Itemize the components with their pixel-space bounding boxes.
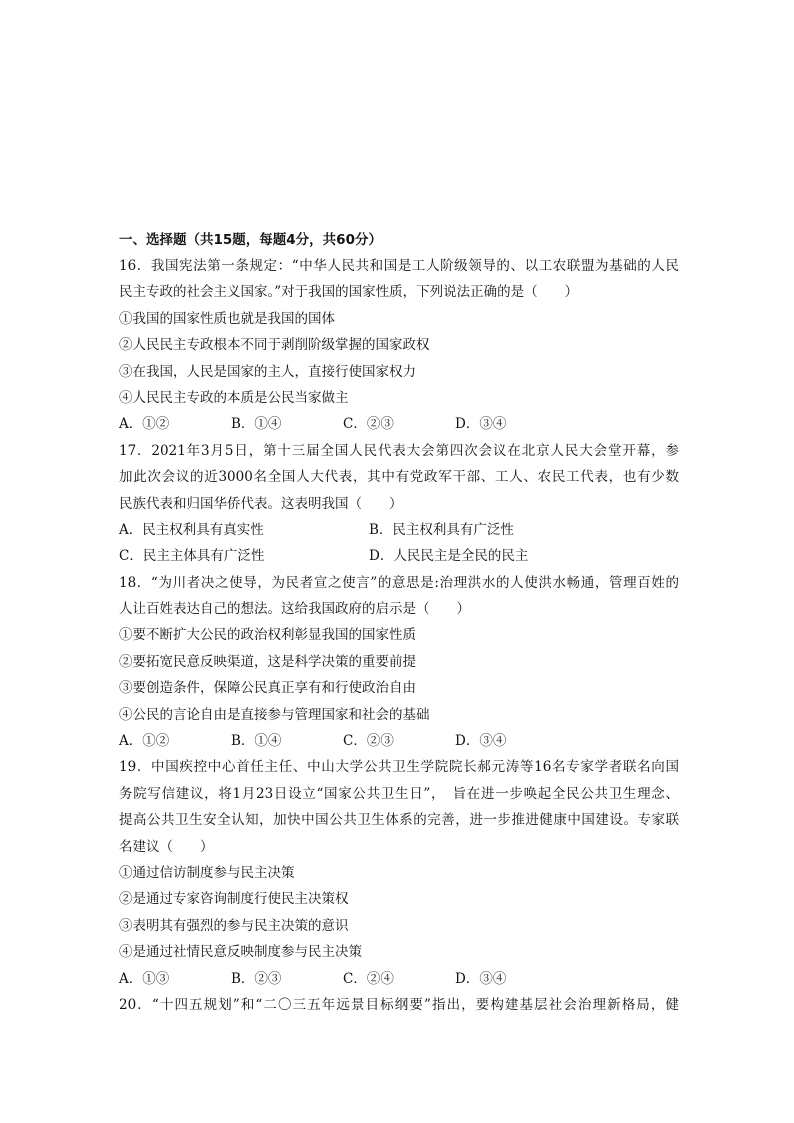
question-stem-line: 人让百姓表达自己的想法。这给我国政府的启示是（ ） bbox=[119, 601, 470, 618]
option-b[interactable]: B．①④ bbox=[231, 416, 282, 433]
statement-item: ④人民民主专政的本质是公民当家做主 bbox=[119, 389, 349, 406]
option-c[interactable]: C．②③ bbox=[343, 416, 394, 433]
option-b[interactable]: B．①④ bbox=[231, 733, 282, 750]
statement-item: ③要创造条件，保障公民真正享有和行使政治自由 bbox=[119, 680, 416, 697]
option-d[interactable]: D．人民民主是全民的民主 bbox=[369, 548, 529, 565]
option-b[interactable]: B．②③ bbox=[231, 970, 282, 987]
question-stem-line: 16．我国宪法第一条规定：“中华人民共和国是工人阶级领导的、以工农联盟为基础的人民 bbox=[119, 258, 679, 274]
answer-options bbox=[119, 411, 679, 437]
answer-options bbox=[119, 517, 679, 543]
option-a[interactable]: A．①② bbox=[119, 733, 170, 750]
statement-item: ④是通过社情民意反映制度参与民主决策 bbox=[119, 944, 362, 961]
question-stem-line: 19．中国疾控中心首任主任、中山大学公共卫生学院院长郝元涛等16名专家学者联名向国 bbox=[119, 759, 679, 776]
statement-item: ①我国的国家性质也就是我国的国体 bbox=[119, 310, 335, 327]
option-a[interactable]: A．①③ bbox=[119, 970, 170, 987]
answer-options bbox=[119, 543, 679, 569]
option-a[interactable]: A．民主权利具有真实性 bbox=[119, 521, 264, 538]
question-stem-line: 务院写信建议，将1月23日设立“国家公共卫生日”， 旨在进一步唤起全民公共卫生理念、 bbox=[119, 785, 679, 802]
option-d[interactable]: D．③④ bbox=[455, 416, 507, 433]
answer-options bbox=[119, 728, 679, 754]
question-content bbox=[119, 228, 679, 1018]
statement-item: ②人民民主专政根本不同于剥削阶级掌握的国家政权 bbox=[119, 337, 430, 354]
question-stem-line: 17．2021年3月5日，第十三届全国人民代表大会第四次会议在北京人民大会堂开幕，参 bbox=[119, 442, 679, 459]
question-stem-line: 民主专政的社会主义国家。”对于我国的国家性质，下列说法正确的是（ ） bbox=[119, 284, 579, 301]
statement-item: ①通过信访制度参与民主决策 bbox=[119, 864, 295, 881]
question-16 bbox=[119, 253, 679, 438]
option-c[interactable]: C．②④ bbox=[343, 970, 394, 987]
option-c[interactable]: C．②③ bbox=[343, 733, 394, 750]
question-stem-line: 18．“为川者决之使导，为民者宣之使言”的意思是:治理洪水的人使洪水畅通，管理百姓的 bbox=[119, 574, 679, 591]
option-a[interactable]: A．①② bbox=[119, 416, 170, 433]
option-d[interactable]: D．③④ bbox=[455, 733, 507, 750]
statement-item: ①要不断扩大公民的政治权利彰显我国的国家性质 bbox=[119, 627, 416, 644]
option-b[interactable]: B．民主权利具有广泛性 bbox=[369, 521, 514, 538]
answer-options bbox=[119, 966, 679, 992]
statement-item: ③表明其有强烈的参与民主决策的意识 bbox=[119, 917, 349, 934]
section-title: 一、选择题（共15题，每题4分，共60分） bbox=[119, 232, 382, 248]
option-c[interactable]: C．民主主体具有广泛性 bbox=[119, 548, 265, 565]
question-stem-line: 加此次会议的近3000名全国人大代表，其中有党政军干部、工人、农民工代表，也有少数 bbox=[119, 469, 679, 486]
statement-item: ②是通过专家咨询制度行使民主决策权 bbox=[119, 891, 349, 908]
question-19 bbox=[119, 754, 679, 992]
question-stem-line: 提高公共卫生安全认知，加快中国公共卫生体系的完善，进一步推进健康中国建设。专家联 bbox=[119, 812, 679, 829]
question-stem-line: 名建议（ ） bbox=[119, 838, 214, 855]
question-17 bbox=[119, 438, 679, 570]
statement-item: ④公民的言论自由是直接参与管理国家和社会的基础 bbox=[119, 706, 430, 723]
statement-item: ③在我国，人民是国家的主人，直接行使国家权力 bbox=[119, 363, 416, 380]
option-d[interactable]: D．③④ bbox=[455, 970, 507, 987]
question-20 bbox=[119, 992, 679, 1018]
question-stem-line: 20．“十四五规划”和“二〇三五年远景目标纲要”指出，要构建基层社会治理新格局，健 bbox=[119, 996, 679, 1013]
question-stem-line: 民族代表和归国华侨代表。这表明我国（ ） bbox=[119, 495, 403, 512]
statement-item: ②要拓宽民意反映渠道，这是科学决策的重要前提 bbox=[119, 653, 416, 670]
question-18 bbox=[119, 570, 679, 755]
